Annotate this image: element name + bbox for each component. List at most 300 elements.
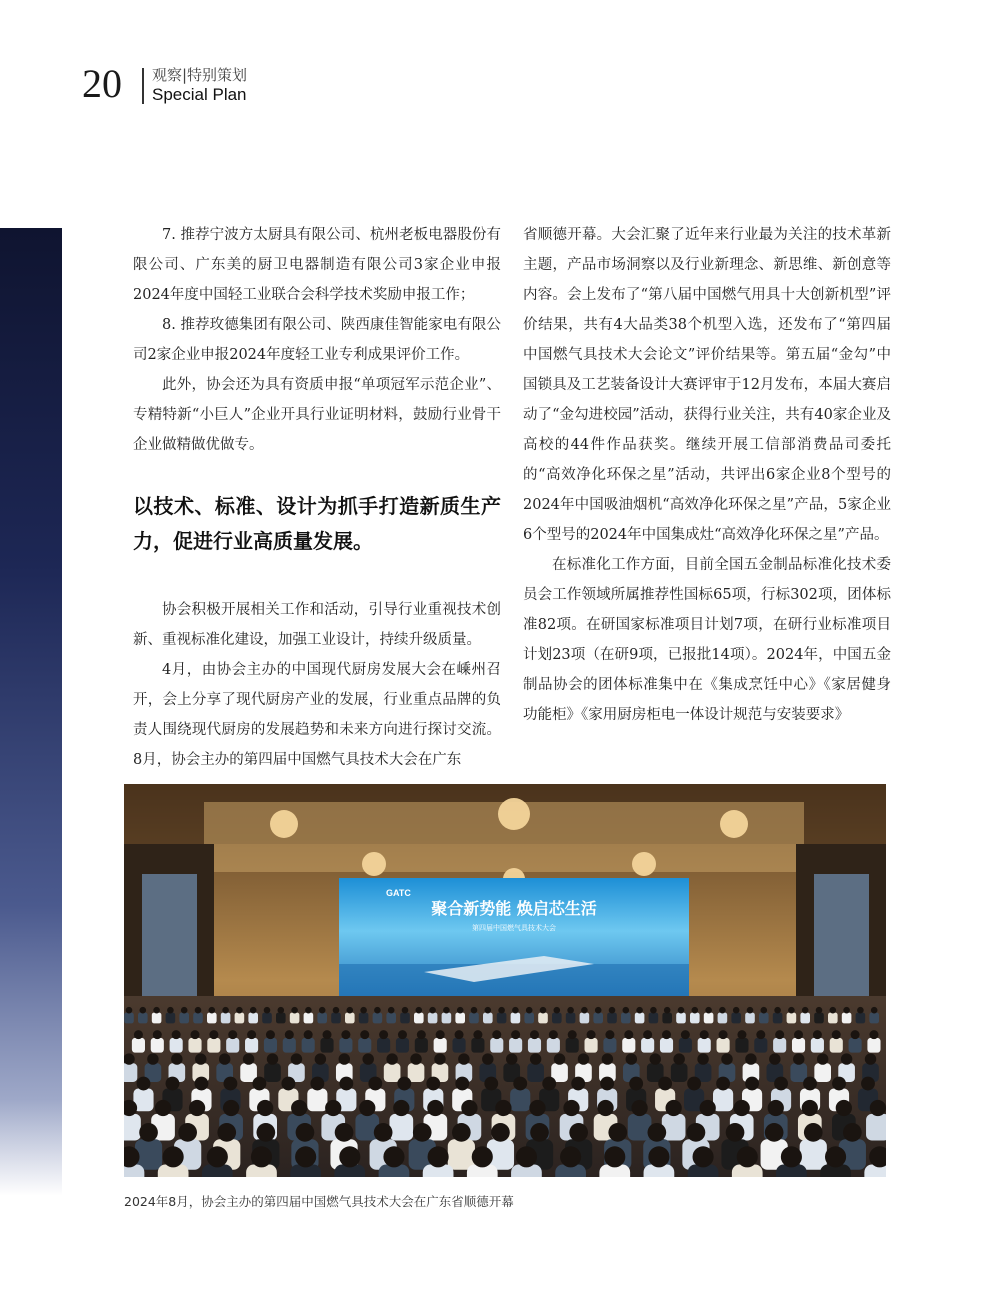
audience-member-head — [285, 1030, 294, 1039]
audience-member-body — [641, 1038, 654, 1053]
audience-member-body — [585, 1038, 598, 1053]
audience-member-head — [455, 1030, 464, 1039]
audience-member-head — [209, 1007, 216, 1014]
audience-member-head — [542, 1077, 556, 1091]
audience-member-head — [794, 1030, 803, 1039]
section-heading: 以技术、标准、设计为抓手打造新质生产力，促进行业高质量发展。 — [133, 494, 501, 553]
audience-member-head — [540, 1007, 547, 1014]
audience-member-head — [664, 1007, 671, 1014]
audience-member-head — [171, 1053, 182, 1064]
audience-member-head — [172, 1030, 181, 1039]
audience-member-body — [745, 1013, 755, 1024]
audience-member-body — [124, 1063, 137, 1082]
audience-member-head — [737, 1146, 758, 1167]
audience-member-head — [529, 1100, 545, 1116]
audience-member-head — [636, 1007, 643, 1014]
audience-member-body — [302, 1038, 315, 1053]
audience-member-body — [320, 1038, 333, 1053]
audience-member-head — [339, 1053, 350, 1064]
audience-member-body — [527, 1063, 544, 1082]
audience-member-head — [554, 1007, 561, 1014]
audience-member-head — [207, 1146, 228, 1167]
audience-member-head — [530, 1030, 539, 1039]
audience-member-head — [257, 1123, 276, 1142]
section-title-en: Special Plan — [152, 85, 247, 104]
audience-member-body — [124, 1013, 134, 1024]
audience-member-head — [360, 1007, 367, 1014]
audience-member-head — [402, 1007, 409, 1014]
audience-member-body — [754, 1038, 767, 1053]
audience-member-head — [733, 1007, 740, 1014]
audience-member-head — [568, 1030, 577, 1039]
audience-member-body — [867, 1038, 880, 1053]
audience-member-head — [563, 1100, 579, 1116]
audience-member-body — [339, 1038, 352, 1053]
audience-member-body — [396, 1038, 409, 1053]
audience-member-head — [662, 1030, 671, 1039]
audience-member-head — [360, 1030, 369, 1039]
audience-member-head — [513, 1077, 527, 1091]
audience-member-body — [628, 1114, 652, 1141]
audience-member-head — [417, 1030, 426, 1039]
audience-member-body — [483, 1013, 493, 1024]
audience-member-head — [734, 1100, 750, 1116]
audience-member-head — [388, 1007, 395, 1014]
audience-member-head — [869, 1030, 878, 1039]
audience-member-head — [650, 1007, 657, 1014]
audience-member-body — [713, 1089, 733, 1112]
audience-member-body — [547, 1038, 560, 1053]
audience-member-head — [429, 1007, 436, 1014]
audience-member-head — [484, 1077, 498, 1091]
audience-member-body — [283, 1038, 296, 1053]
audience-member-head — [745, 1077, 759, 1091]
page-number: 20 — [82, 61, 122, 106]
audience-member-body — [262, 1013, 272, 1024]
audience-member-head — [368, 1077, 382, 1091]
audience-member-head — [339, 1077, 353, 1091]
audience-member-body — [698, 1038, 711, 1053]
audience-member-head — [434, 1053, 445, 1064]
right-column — [523, 220, 891, 730]
audience-member-head — [341, 1030, 350, 1039]
audience-member-head — [745, 1053, 756, 1064]
audience-member-body — [773, 1038, 786, 1053]
audience-member-head — [843, 1123, 862, 1142]
audience-member-head — [295, 1146, 316, 1167]
audience-member-body — [377, 1038, 390, 1053]
audience-member-head — [315, 1053, 326, 1064]
audience-member-body — [221, 1013, 231, 1024]
audience-member-head — [247, 1030, 256, 1039]
audience-member-head — [788, 1007, 795, 1014]
audience-member-body — [566, 1013, 576, 1024]
audience-member-head — [700, 1030, 709, 1039]
audience-member-head — [126, 1007, 133, 1014]
audience-member-body — [290, 1013, 300, 1024]
audience-member-head — [224, 1077, 238, 1091]
left-column — [133, 220, 501, 775]
audience-member-head — [410, 1053, 421, 1064]
audience-member-head — [217, 1123, 236, 1142]
audience-member-body — [580, 1013, 590, 1024]
audience-member-body — [773, 1013, 783, 1024]
audience-member-body — [307, 1089, 327, 1112]
audience-member-head — [511, 1030, 520, 1039]
audience-member-head — [802, 1007, 809, 1014]
audience-member-head — [426, 1077, 440, 1091]
audience-member-head — [768, 1100, 784, 1116]
audience-member-head — [719, 1007, 726, 1014]
audience-member-body — [408, 1063, 425, 1082]
audience-member-body — [138, 1013, 148, 1024]
audience-member-head — [681, 1030, 690, 1039]
audience-member-body — [188, 1038, 201, 1053]
audience-member-head — [769, 1053, 780, 1064]
audience-member-body — [448, 1139, 475, 1170]
audience-member-head — [747, 1007, 754, 1014]
audience-member-head — [147, 1053, 158, 1064]
audience-member-body — [649, 1013, 659, 1024]
audience-member-head — [626, 1053, 637, 1064]
audience-member-head — [595, 1007, 602, 1014]
audience-member-body — [345, 1013, 355, 1024]
paragraph: 在标准化工作方面，目前全国五金制品标准化技术委员会工作领域所属推荐性国标65项，行标302项，团体标准82项。在研国家标准项目计划7项，在研行业标准项目计划23项（在研9项，已报批14项）。2024年，中国五金制品协会的团体标准集中在《集成烹饪中心》《家居健身功能柜》《家用厨房柜电一体设计规范与安装要求》 — [523, 557, 891, 723]
audience-member-body — [415, 1038, 428, 1053]
audience-member-body — [384, 1063, 401, 1082]
audience-member-head — [830, 1007, 837, 1014]
audience-member-head — [457, 1007, 464, 1014]
audience-member-body — [166, 1013, 176, 1024]
audience-member-head — [658, 1077, 672, 1091]
audience-member-head — [281, 1077, 295, 1091]
audience-member-head — [455, 1077, 469, 1091]
audience-member-head — [602, 1053, 613, 1064]
audience-member-head — [774, 1077, 788, 1091]
audience-member-head — [721, 1053, 732, 1064]
audience-member-head — [609, 1007, 616, 1014]
audience-member-head — [153, 1030, 162, 1039]
audience-member-head — [243, 1053, 254, 1064]
audience-member-head — [222, 1007, 229, 1014]
audience-member-head — [774, 1007, 781, 1014]
audience-member-head — [836, 1100, 852, 1116]
audience-member-head — [673, 1053, 684, 1064]
audience-member-head — [516, 1146, 537, 1167]
audience-member-body — [276, 1013, 286, 1024]
audience-member-head — [228, 1030, 237, 1039]
audience-member-head — [600, 1077, 614, 1091]
conference-photo — [124, 784, 886, 1177]
audience-member-head — [802, 1100, 818, 1116]
audience-member-body — [524, 1013, 534, 1024]
audience-member-body — [662, 1013, 672, 1024]
audience-member-body — [264, 1038, 277, 1053]
audience-member-body — [869, 1013, 879, 1024]
audience-member-head — [383, 1146, 404, 1167]
audience-member-head — [666, 1100, 682, 1116]
audience-member-head — [397, 1077, 411, 1091]
side-accent-bar — [0, 228, 62, 1196]
audience-member-head — [178, 1123, 197, 1142]
audience-member-head — [266, 1030, 275, 1039]
audience-member-body — [662, 1114, 686, 1141]
audience-member-body — [622, 1038, 635, 1053]
audience-member-body — [179, 1013, 189, 1024]
audience-member-head — [310, 1077, 324, 1091]
audience-member-head — [305, 1007, 312, 1014]
audience-member-head — [413, 1123, 432, 1142]
audience-member-head — [251, 1146, 272, 1167]
audience-member-head — [428, 1146, 449, 1167]
audience-member-head — [291, 1007, 298, 1014]
audience-member-head — [139, 1123, 158, 1142]
audience-member-head — [841, 1053, 852, 1064]
audience-member-head — [793, 1053, 804, 1064]
audience-member-head — [861, 1077, 875, 1091]
audience-member-head — [700, 1100, 716, 1116]
audience-member-head — [471, 1007, 478, 1014]
audience-member-body — [471, 1038, 484, 1053]
audience-member-head — [871, 1007, 878, 1014]
paragraph: 8. 推荐玫德集团有限公司、陕西康佳智能家电有限公司2家企业申报2024年度轻工业专利成果评价工作。 — [133, 317, 501, 363]
audience-member-body — [400, 1013, 410, 1024]
audience-member-head — [623, 1007, 630, 1014]
audience-member-head — [167, 1007, 174, 1014]
audience-member-body — [814, 1013, 824, 1024]
audience-member-body — [226, 1038, 239, 1053]
audience-member-head — [817, 1053, 828, 1064]
audience-member-head — [291, 1100, 307, 1116]
audience-member-body — [552, 1013, 562, 1024]
audience-member-head — [291, 1053, 302, 1064]
audience-member-head — [765, 1123, 784, 1142]
audience-member-head — [650, 1053, 661, 1064]
audience-member-head — [605, 1030, 614, 1039]
audience-member-head — [333, 1007, 340, 1014]
audience-member-head — [687, 1123, 706, 1142]
audience-member-head — [648, 1123, 667, 1142]
audience-member-body — [800, 1139, 827, 1170]
audience-member-head — [155, 1100, 171, 1116]
audience-member-body — [621, 1013, 631, 1024]
audience-member-body — [455, 1013, 465, 1024]
audience-member-body — [442, 1013, 452, 1024]
audience-member-head — [393, 1100, 409, 1116]
audience-member-head — [257, 1100, 273, 1116]
audience-member-head — [267, 1053, 278, 1064]
audience-member-head — [472, 1146, 493, 1167]
audience-member-head — [219, 1053, 230, 1064]
audience-member-head — [443, 1007, 450, 1014]
audience-member-body — [152, 1013, 162, 1024]
audience-member-body — [490, 1038, 503, 1053]
audience-member-body — [849, 1038, 862, 1053]
audience-member-body — [358, 1038, 371, 1053]
audience-member-body — [566, 1038, 579, 1053]
audience-member-head — [567, 1007, 574, 1014]
audience-member-head — [181, 1007, 188, 1014]
audience-member-body — [814, 1063, 831, 1082]
audience-member-body — [373, 1013, 383, 1024]
audience-member-head — [374, 1007, 381, 1014]
audience-member-head — [166, 1077, 180, 1091]
audience-member-head — [140, 1007, 147, 1014]
audience-member-body — [193, 1013, 203, 1024]
audience-member-head — [163, 1146, 184, 1167]
audience-member-body — [660, 1038, 673, 1053]
audience-member-body — [828, 1013, 838, 1024]
audience-member-body — [264, 1063, 281, 1082]
audience-member-head — [843, 1007, 850, 1014]
audience-member-head — [608, 1123, 627, 1142]
audience-member-head — [761, 1007, 768, 1014]
audience-member-head — [719, 1030, 728, 1039]
audience-member-head — [716, 1077, 730, 1091]
audience-member-head — [319, 1007, 326, 1014]
audience-member-body — [830, 1038, 843, 1053]
audience-member-body — [331, 1013, 341, 1024]
screen-logo: GATC — [386, 888, 411, 898]
audience-member-body — [679, 1038, 692, 1053]
audience-member-body — [428, 1013, 438, 1024]
audience-member-body — [124, 1114, 141, 1141]
audience-member-head — [629, 1077, 643, 1091]
audience-member-head — [153, 1007, 160, 1014]
audience-member-body — [704, 1013, 714, 1024]
audience-member-head — [491, 1123, 510, 1142]
audience-member-body — [856, 1013, 866, 1024]
audience-member-head — [726, 1123, 745, 1142]
screen-title: 聚合新势能 焕启芯生活 — [431, 899, 597, 918]
audience-member-head — [530, 1123, 549, 1142]
photo-caption: 2024年8月，协会主办的第四届中国燃气具技术大会在广东省顺德开幕 — [124, 1194, 514, 1209]
audience-member-body — [607, 1013, 617, 1024]
audience-member-head — [870, 1100, 886, 1116]
audience-member-head — [250, 1007, 257, 1014]
audience-member-head — [325, 1100, 341, 1116]
audience-member-head — [804, 1123, 823, 1142]
audience-member-body — [245, 1038, 258, 1053]
audience-member-body — [790, 1063, 807, 1082]
audience-member-head — [495, 1100, 511, 1116]
paragraph: 此外，协会还为具有资质申报“单项冠军示范企业”、专精特新“小巨人”企业开具行业证明材料，鼓励行业骨干企业做精做优做专。 — [133, 377, 501, 453]
audience-member-body — [538, 1013, 548, 1024]
screen-subtitle: 第四届中国燃气具技术大会 — [472, 924, 556, 932]
audience-member-body — [170, 1038, 183, 1053]
audience-member-body — [386, 1013, 396, 1024]
audience-member-head — [195, 1007, 202, 1014]
audience-member-head — [549, 1030, 558, 1039]
audience-member-head — [458, 1053, 469, 1064]
audience-member-head — [692, 1007, 699, 1014]
audience-member-head — [825, 1146, 846, 1167]
audience-member-head — [832, 1077, 846, 1091]
audience-member-head — [304, 1030, 313, 1039]
audience-member-head — [252, 1077, 266, 1091]
audience-member-head — [339, 1146, 360, 1167]
audience-member-head — [569, 1123, 588, 1142]
audience-member-head — [857, 1007, 864, 1014]
audience-member-body — [414, 1013, 424, 1024]
audience-member-body — [359, 1013, 369, 1024]
audience-member-head — [554, 1053, 565, 1064]
audience-member-body — [842, 1013, 852, 1024]
audience-member-head — [693, 1146, 714, 1167]
audience-member-head — [571, 1077, 585, 1091]
audience-member-head — [195, 1053, 206, 1064]
audience-member-head — [362, 1053, 373, 1064]
audience-member-body — [603, 1038, 616, 1053]
audience-member-body — [528, 1038, 541, 1053]
audience-member-body — [452, 1038, 465, 1053]
audience-member-body — [792, 1038, 805, 1053]
audience-member-head — [134, 1030, 143, 1039]
audience-member-head — [687, 1077, 701, 1091]
audience-member-head — [648, 1146, 669, 1167]
paragraph: 7. 推荐宁波方太厨具有限公司、杭州老板电器股份有限公司、广东美的厨卫电器制造有限公司3家企业申报2024年度中国轻工业联合会科学技术奖励申报工作； — [133, 227, 501, 303]
audience-member-head — [473, 1030, 482, 1039]
audience-member-body — [635, 1013, 645, 1024]
audience-member-head — [482, 1053, 493, 1064]
audience-member-head — [427, 1100, 443, 1116]
audience-member-head — [296, 1123, 315, 1142]
audience-member-head — [436, 1030, 445, 1039]
audience-member-body — [207, 1038, 220, 1053]
audience-member-head — [775, 1030, 784, 1039]
audience-member-body — [132, 1038, 145, 1053]
audience-member-body — [434, 1038, 447, 1053]
audience-member-body — [718, 1013, 728, 1024]
audience-member-body — [735, 1038, 748, 1053]
audience-member-head — [678, 1007, 685, 1014]
audience-member-head — [781, 1146, 802, 1167]
audience-member-head — [189, 1100, 205, 1116]
audience-member-head — [195, 1077, 209, 1091]
section-title-cn: 观察|特别策划 — [152, 66, 248, 84]
audience-member-head — [697, 1053, 708, 1064]
audience-member-body — [469, 1013, 479, 1024]
audience-member-head — [865, 1053, 876, 1064]
audience-member-body — [304, 1013, 314, 1024]
audience-member-head — [492, 1030, 501, 1039]
audience-member-body — [248, 1013, 258, 1024]
audience-member-body — [151, 1038, 164, 1053]
audience-member-head — [359, 1100, 375, 1116]
audience-member-head — [374, 1123, 393, 1142]
audience-member-head — [512, 1007, 519, 1014]
audience-member-body — [593, 1013, 603, 1024]
audience-member-head — [347, 1007, 354, 1014]
audience-member-head — [236, 1007, 243, 1014]
audience-member-head — [803, 1077, 817, 1091]
audience-member-head — [631, 1100, 647, 1116]
audience-member-head — [705, 1007, 712, 1014]
audience-member-head — [264, 1007, 271, 1014]
audience-member-body — [509, 1038, 522, 1053]
audience-member-head — [526, 1007, 533, 1014]
audience-member-body — [759, 1013, 769, 1024]
audience-member-head — [335, 1123, 354, 1142]
audience-member-head — [398, 1030, 407, 1039]
audience-member-head — [756, 1030, 765, 1039]
audience-member-head — [737, 1030, 746, 1039]
audience-member-head — [604, 1146, 625, 1167]
audience-member-head — [643, 1030, 652, 1039]
audience-member-head — [587, 1030, 596, 1039]
audience-member-head — [506, 1053, 517, 1064]
audience-member-head — [416, 1007, 423, 1014]
